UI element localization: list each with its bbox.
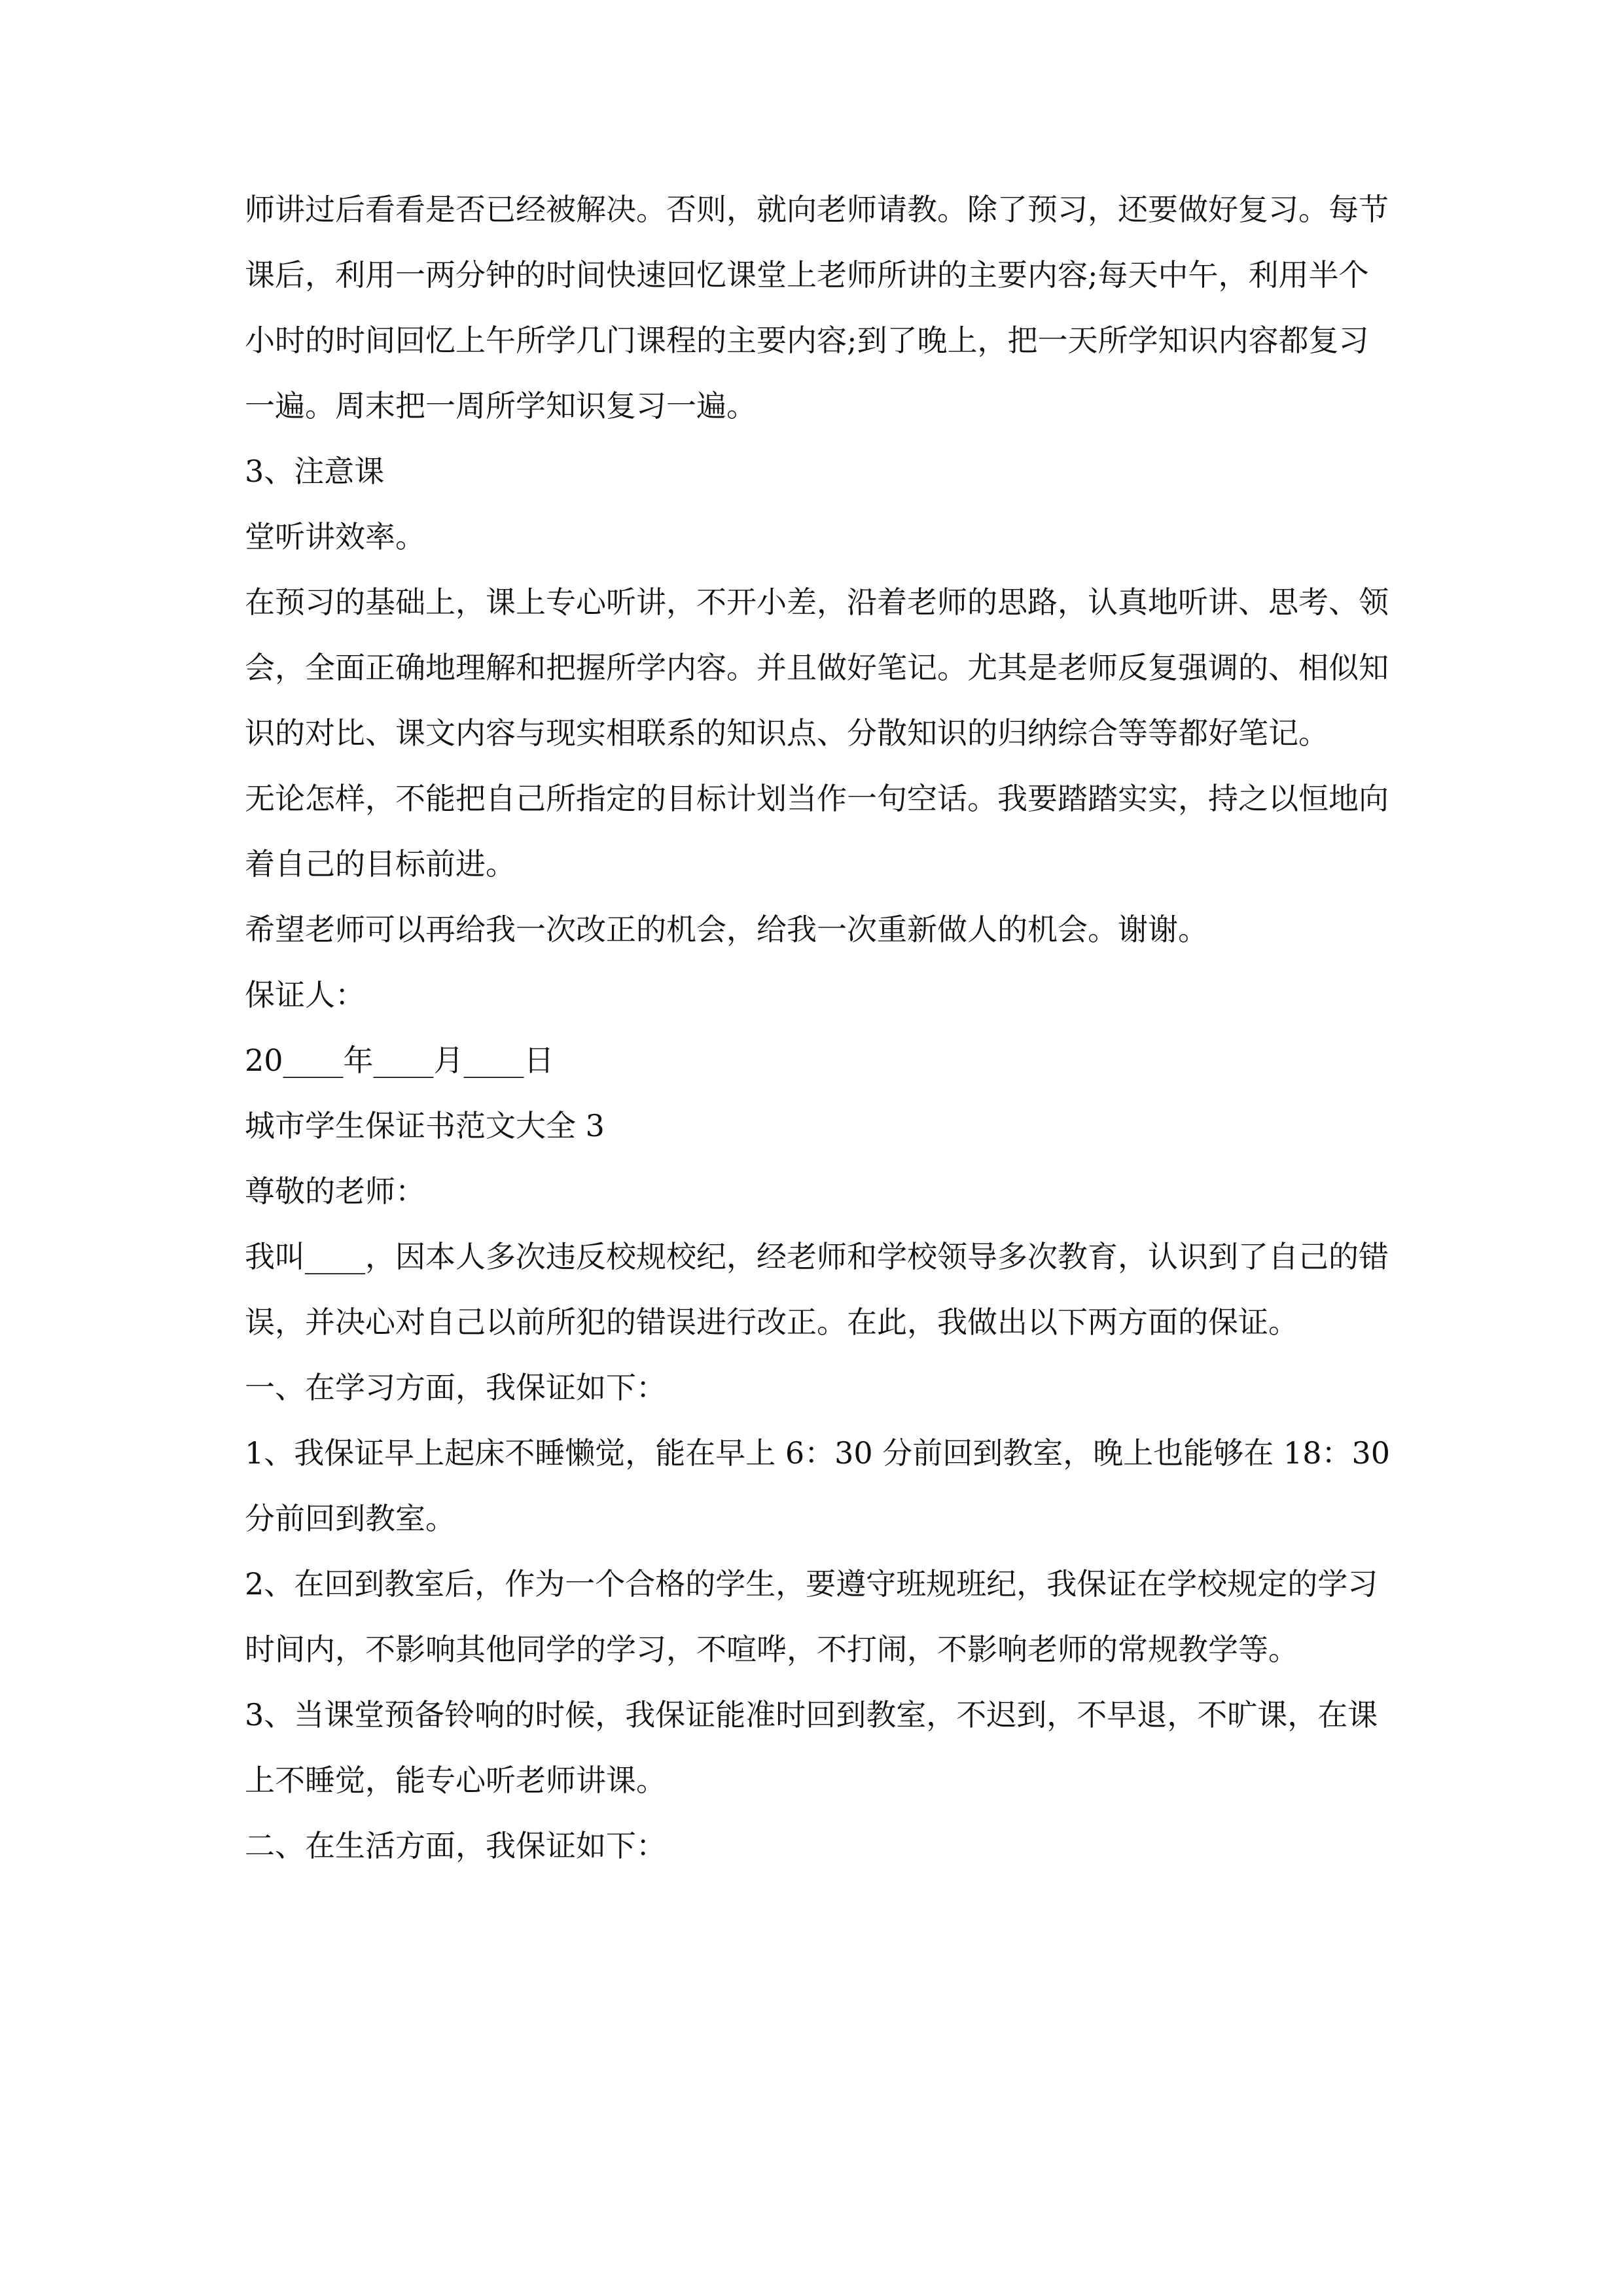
section-heading-3-continued: 堂听讲效率。 <box>245 519 425 554</box>
guarantor-label: 保证人： <box>245 977 365 1013</box>
list-item-2: 2、在回到教室后，作为一个合格的学生，要遵守班规班纪，我保证在学校规定的学习时间内，不影响其他同学的学习，不喧哗，不打闹，不影响老师的常规教学等。 <box>245 1566 1378 1667</box>
paragraph-goal: 无论怎样，不能把自己所指定的目标计划当作一句空话。我要踏踏实实，持之以恒地向着自己的目标前进。 <box>245 781 1389 882</box>
paragraph-class-listening: 在预习的基础上，课上专心听讲，不开小差，沿着老师的思路，认真地听讲、思考、领会，全面正确地理解和把握所学内容。并且做好笔记。尤其是老师反复强调的、相似知识的对比、课文内容与现实相联系的知识点、分散知识的归纳综合等等都好笔记。 <box>245 584 1389 751</box>
heading-study: 一、在学习方面，我保证如下： <box>245 1370 666 1405</box>
document-page <box>245 177 1400 1878</box>
salutation: 尊敬的老师： <box>245 1174 425 1209</box>
paragraph-review: 师讲过后看看是否已经被解决。否则，就向老师请教。除了预习，还要做好复习。每节课后，利用一两分钟的时间快速回忆课堂上老师所讲的主要内容;每天中午，利用半个小时的时间回忆上午所学几门课程的主要内容;到了晚上，把一天所学知识内容都复习一遍。周末把一周所学知识复习一遍。 <box>245 192 1389 423</box>
section-heading-3: 3、注意课 <box>245 454 385 489</box>
paragraph-intro: 我叫____，因本人多次违反校规校纪，经老师和学校领导多次教育，认识到了自己的错误，并决心对自己以前所犯的错误进行改正。在此，我做出以下两方面的保证。 <box>245 1239 1389 1340</box>
heading-life: 二、在生活方面，我保证如下： <box>245 1828 666 1863</box>
list-item-1: 1、我保证早上起床不睡懒觉，能在早上 6：30 分前回到教室，晚上也能够在 18：30 分前回到教室。 <box>245 1435 1400 1536</box>
list-item-3: 3、当课堂预备铃响的时候，我保证能准时回到教室，不迟到，不早退，不旷课，在课上不睡觉，能专心听老师讲课。 <box>245 1697 1378 1798</box>
section-title: 城市学生保证书范文大全 3 <box>245 1108 605 1143</box>
date-line: 20____年____月____日 <box>245 1043 554 1078</box>
paragraph-hope: 希望老师可以再给我一次改正的机会，给我一次重新做人的机会。谢谢。 <box>245 912 1208 947</box>
